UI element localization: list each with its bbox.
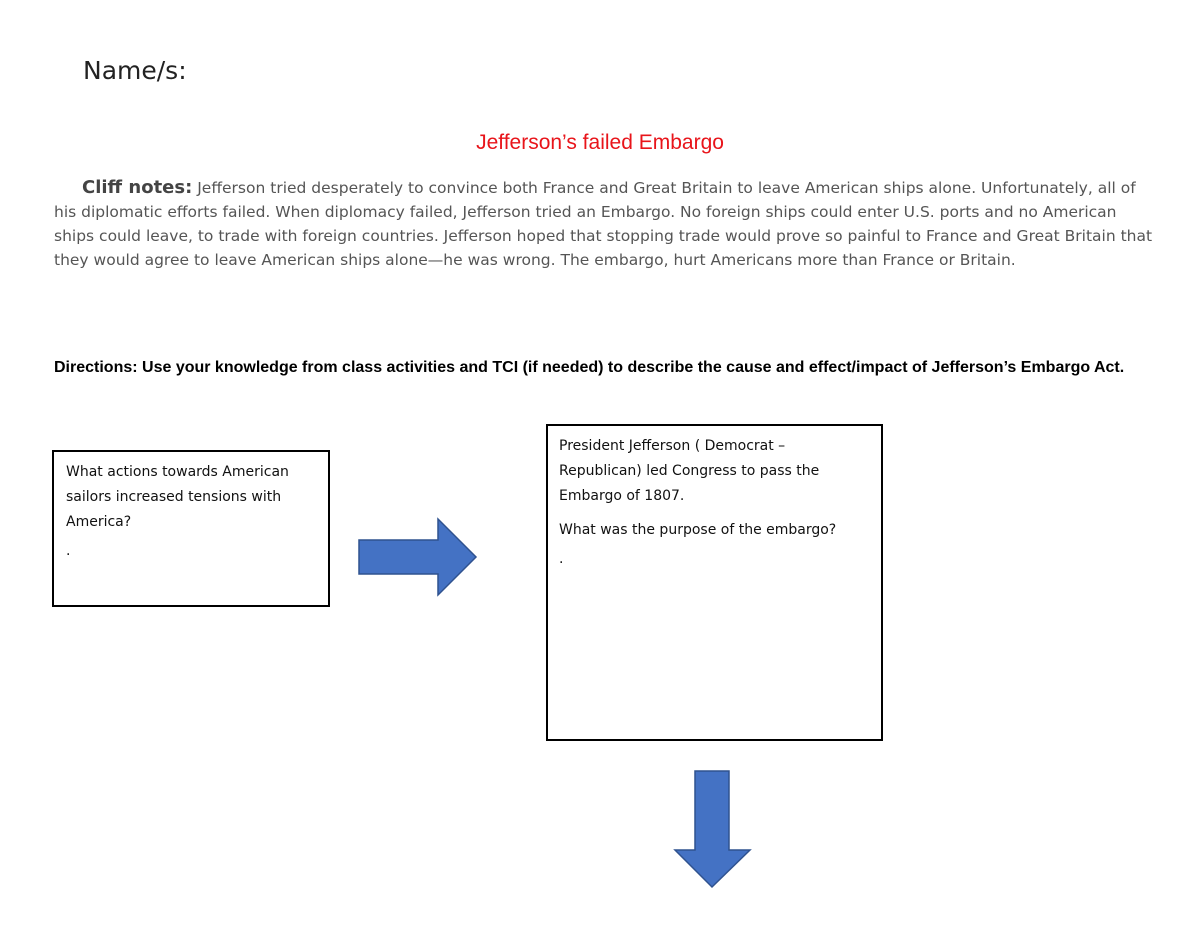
cause-box[interactable] [52, 450, 330, 607]
directions: Directions: Use your knowledge from class activities and TCI (if needed) to describe the cause and effect/impact of Jefferson’s Embargo Act. [54, 359, 1125, 376]
cliff-notes [54, 176, 1154, 272]
cliff-notes-label: Cliff notes: [82, 177, 193, 198]
embargo-box[interactable] [546, 424, 883, 741]
cliff-notes-text: Jefferson tried desperately to convince both France and Great Britain to leave American ships alone. Unfortunately, all of his diplomatic efforts failed. When diplomacy failed, Jefferson tried an Embargo. No foreign ships could enter U.S. ports and no American ships could leave, to trade with foreign countries. Jefferson hoped that stopping trade would prove so painful to France and Great Britain that they would agree to leave American ships alone—he was wrong. The embargo, hurt Americans more than France or Britain. [54, 179, 1153, 269]
embargo-statement: President Jefferson ( Democrat – Republican) led Congress to pass the Embargo of 1807. [559, 438, 820, 504]
name-label: Name/s: [83, 56, 187, 85]
embargo-question: What was the purpose of the embargo? [559, 522, 837, 538]
down-arrow-icon [673, 769, 753, 891]
embargo-answer: . [559, 551, 564, 567]
right-arrow-icon [358, 517, 480, 597]
cause-answer: . [66, 543, 71, 559]
document-title: Jefferson’s failed Embargo [476, 131, 724, 154]
cause-question: What actions towards American sailors increased tensions with America? [66, 464, 289, 530]
